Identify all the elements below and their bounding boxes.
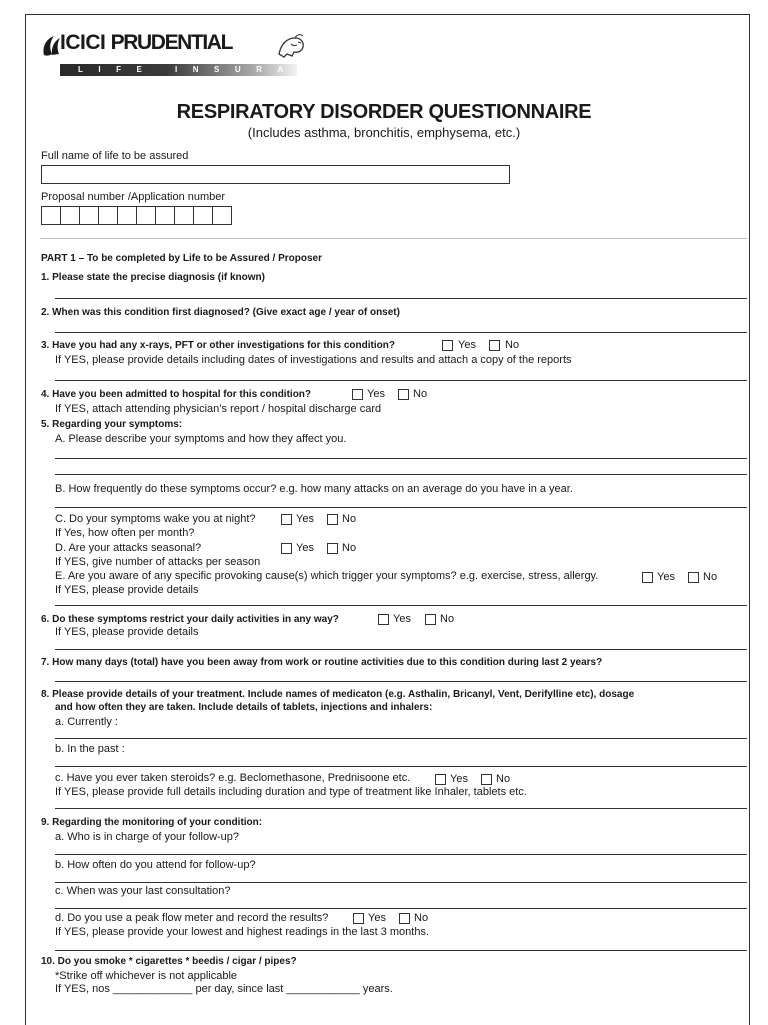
proposal-cell[interactable] xyxy=(80,207,99,224)
question-8c: c. Have you ever taken steroids? e.g. Beclomethasone, Prednisoone etc. xyxy=(55,772,411,784)
question-7: 7. How many days (total) have you been away from work or routine activities due to this condition during last 2 years? xyxy=(41,657,603,668)
question-3: 3. Have you had any x-rays, PFT or other investigations for this condition? xyxy=(41,340,395,351)
proposal-cell[interactable] xyxy=(99,207,118,224)
question-10: 10. Do you smoke * cigarettes * beedis / cigar / pipes? xyxy=(41,956,297,967)
answer-line-5a-2[interactable] xyxy=(55,474,747,475)
question-6-sub: If YES, please provide details xyxy=(55,626,199,638)
brand-name: ICICI PRUDENTIAL xyxy=(60,31,233,54)
full-name-label: Full name of life to be assured xyxy=(41,150,189,162)
question-9c: c. When was your last consultation? xyxy=(55,885,231,897)
question-8a: a. Currently : xyxy=(55,716,118,728)
proposal-cell[interactable] xyxy=(61,207,80,224)
question-10-sub[interactable]: If YES, nos _____________ per day, since last ____________ years. xyxy=(55,983,393,995)
answer-line-8c[interactable] xyxy=(55,808,747,809)
question-4: 4. Have you been admitted to hospital for this condition? xyxy=(41,389,312,400)
answer-line-9a[interactable] xyxy=(55,854,747,855)
question-8-line1: 8. Please provide details of your treatment. Include names of medicaton (e.g. Asthalin, Bricanyl, Vent, Derifylline etc), dosage xyxy=(41,689,635,700)
q5c-no-checkbox[interactable] xyxy=(327,514,338,525)
answer-line-8b[interactable] xyxy=(55,766,747,767)
proposal-cell[interactable] xyxy=(213,207,231,224)
q5d-no-checkbox[interactable] xyxy=(327,543,338,554)
q3-no-label: No xyxy=(505,339,520,351)
question-8c-sub: If YES, please provide full details including duration and type of treatment like Inhaler, tablets etc. xyxy=(55,786,527,798)
q5e-yes-label: Yes xyxy=(657,571,675,583)
answer-line-7[interactable] xyxy=(55,681,747,682)
proposal-cell[interactable] xyxy=(156,207,175,224)
q8c-yes-checkbox[interactable] xyxy=(435,774,446,785)
q5c-no-label: No xyxy=(342,513,357,525)
q8c-no-label: No xyxy=(496,773,511,785)
tagline-bar: LIFE INSURANCE xyxy=(60,64,297,76)
q3-yes-checkbox[interactable] xyxy=(442,340,453,351)
answer-line-5b[interactable] xyxy=(55,507,747,508)
question-5a: A. Please describe your symptoms and how they affect you. xyxy=(55,433,347,445)
question-3-sub: If YES, please provide details including dates of investigations and results and attach a copy of the reports xyxy=(55,354,572,366)
part1-heading: PART 1 – To be completed by Life to be Assured / Proposer xyxy=(41,253,322,264)
q9d-yes-label: Yes xyxy=(368,912,386,924)
question-5b: B. How frequently do these symptoms occur? e.g. how many attacks on an average do you have in a year. xyxy=(55,483,573,495)
q4-yes-checkbox[interactable] xyxy=(352,389,363,400)
logo-emblem-icon xyxy=(40,33,62,59)
question-5d: D. Are your attacks seasonal? xyxy=(55,542,202,554)
q9d-yes-checkbox[interactable] xyxy=(353,913,364,924)
q6-yes-label: Yes xyxy=(393,613,411,625)
question-5d-sub: If YES, give number of attacks per season xyxy=(55,556,261,568)
lion-icon xyxy=(275,32,307,60)
q8c-no-checkbox[interactable] xyxy=(481,774,492,785)
q6-no-label: No xyxy=(440,613,455,625)
question-9d: d. Do you use a peak flow meter and record the results? xyxy=(55,912,329,924)
answer-line-8a[interactable] xyxy=(55,738,747,739)
proposal-number-field[interactable] xyxy=(41,206,232,225)
answer-line-5a-1[interactable] xyxy=(55,458,747,459)
question-9: 9. Regarding the monitoring of your condition: xyxy=(41,817,263,828)
form-title: RESPIRATORY DISORDER QUESTIONNAIRE xyxy=(176,101,592,123)
proposal-cell[interactable] xyxy=(194,207,213,224)
question-5c: C. Do your symptoms wake you at night? xyxy=(55,513,256,525)
proposal-number-label: Proposal number /Application number xyxy=(41,191,226,203)
q5e-no-label: No xyxy=(703,571,718,583)
q5d-no-label: No xyxy=(342,542,357,554)
question-4-sub: If YES, attach attending physician’s report / hospital discharge card xyxy=(55,403,382,415)
answer-line-6[interactable] xyxy=(55,649,747,650)
question-9b: b. How often do you attend for follow-up? xyxy=(55,859,256,871)
q4-no-checkbox[interactable] xyxy=(398,389,409,400)
proposal-cell[interactable] xyxy=(137,207,156,224)
q5e-yes-checkbox[interactable] xyxy=(642,572,653,583)
answer-line-9c[interactable] xyxy=(55,908,747,909)
q6-no-checkbox[interactable] xyxy=(425,614,436,625)
question-2: 2. When was this condition first diagnosed? (Give exact age / year of onset) xyxy=(41,307,400,318)
question-9a: a. Who is in charge of your follow-up? xyxy=(55,831,240,843)
q5d-yes-checkbox[interactable] xyxy=(281,543,292,554)
question-5c-sub: If Yes, how often per month? xyxy=(55,527,195,539)
question-9d-sub: If YES, please provide your lowest and highest readings in the last 3 months. xyxy=(55,926,430,938)
answer-line-9d[interactable] xyxy=(55,950,747,951)
proposal-cell[interactable] xyxy=(118,207,137,224)
answer-line-2[interactable] xyxy=(55,332,747,333)
q5e-no-checkbox[interactable] xyxy=(688,572,699,583)
answer-line-9b[interactable] xyxy=(55,882,747,883)
answer-line-1[interactable] xyxy=(55,298,747,299)
question-6: 6. Do these symptoms restrict your daily activities in any way? xyxy=(41,614,339,625)
answer-line-5e[interactable] xyxy=(55,605,747,606)
q5c-yes-label: Yes xyxy=(296,513,314,525)
q3-no-checkbox[interactable] xyxy=(489,340,500,351)
question-10-note: *Strike off whichever is not applicable xyxy=(55,970,238,982)
company-logo xyxy=(40,28,363,80)
form-subtitle: (Includes asthma, bronchitis, emphysema, etc.) xyxy=(247,125,521,140)
q9d-no-label: No xyxy=(414,912,429,924)
proposal-cell[interactable] xyxy=(175,207,194,224)
question-8b: b. In the past : xyxy=(55,743,125,755)
question-1: 1. Please state the precise diagnosis (if known) xyxy=(41,272,265,283)
question-5e-sub: If YES, please provide details xyxy=(55,584,199,596)
q5d-yes-label: Yes xyxy=(296,542,314,554)
question-5e: E. Are you aware of any specific provoking cause(s) which trigger your symptoms? e.g. exercise, stress, allergy. xyxy=(55,570,599,582)
q5c-yes-checkbox[interactable] xyxy=(281,514,292,525)
proposal-cell[interactable] xyxy=(42,207,61,224)
section-divider xyxy=(40,238,747,239)
answer-line-3[interactable] xyxy=(55,380,747,381)
q8c-yes-label: Yes xyxy=(450,773,468,785)
q4-no-label: No xyxy=(413,388,428,400)
q6-yes-checkbox[interactable] xyxy=(378,614,389,625)
question-8-line2: and how often they are taken. Include details of tablets, injections and inhalers: xyxy=(55,702,433,713)
q4-yes-label: Yes xyxy=(367,388,385,400)
question-5: 5. Regarding your symptoms: xyxy=(41,419,183,430)
full-name-field[interactable] xyxy=(41,165,510,184)
q3-yes-label: Yes xyxy=(458,339,476,351)
q9d-no-checkbox[interactable] xyxy=(399,913,410,924)
